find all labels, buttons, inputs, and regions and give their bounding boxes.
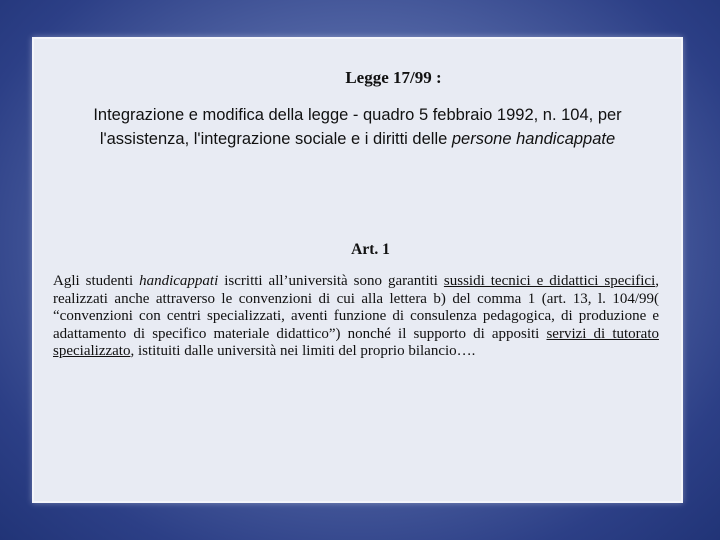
body-text-5: , realizzati anche attraverso le convenzioni di cui alla lettera b) del comma 1 (art. 13, l. 104/99( “convenzioni con centri specializzati, aventi funzione di consulenza pedagogica, di produzione e adattamento di specifico materiale didattico”) nonché il supporto di appositi bbox=[53, 273, 659, 342]
body-underline-servizi: servizi di tutorato specializzato bbox=[53, 325, 659, 359]
body-text-7: , istituiti dalle università nei limiti del proprio bilancio…. bbox=[130, 343, 476, 359]
article-heading: Art. 1 bbox=[351, 241, 390, 258]
slide-card bbox=[32, 37, 683, 503]
body-text-1: Agli studenti bbox=[53, 273, 140, 289]
slide-subtitle bbox=[54, 103, 661, 151]
subtitle-text: Integrazione e modifica della legge - quadro 5 febbraio 1992, n. 104, per l'assistenza, l'integrazione sociale e i diritti delle bbox=[93, 106, 622, 148]
slide-title: Legge 17/99 : bbox=[345, 68, 442, 87]
body-text-3: iscritti all’università sono garantiti bbox=[218, 273, 444, 289]
subtitle-italic-text: persone handicappate bbox=[451, 130, 616, 148]
body-underline-sussidi: sussidi tecnici e didattici specifici bbox=[443, 273, 656, 289]
article-body bbox=[53, 273, 659, 361]
body-italic-handicappati: handicappati bbox=[139, 273, 219, 289]
